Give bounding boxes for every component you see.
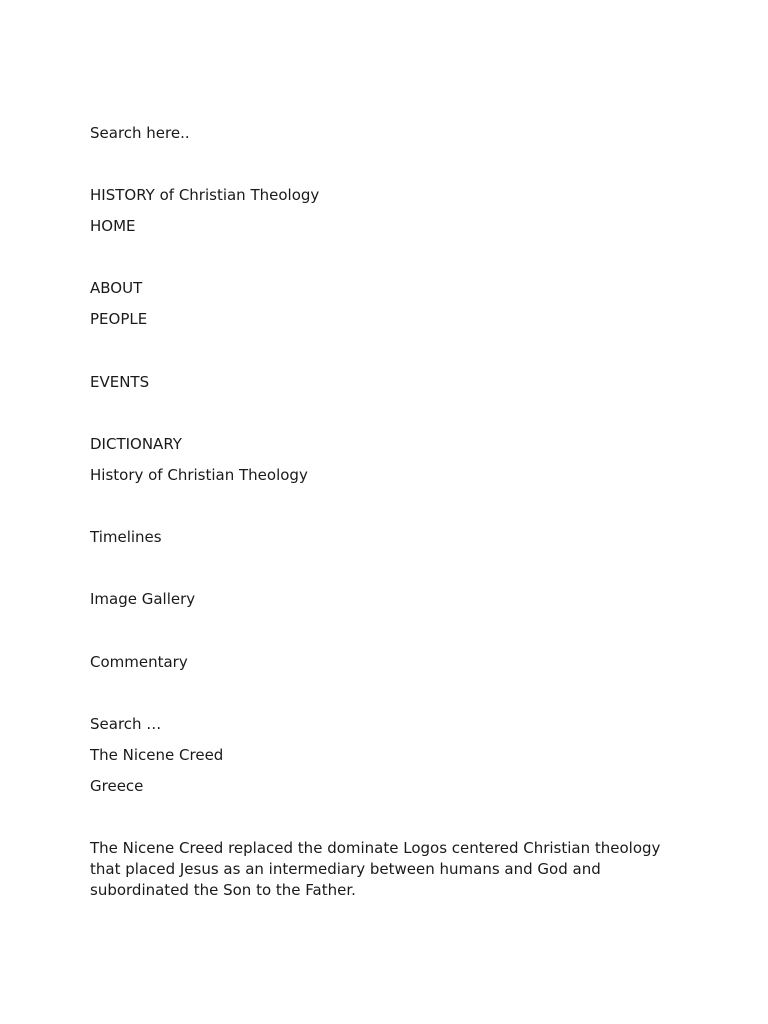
- section-link-image-gallery[interactable]: Image Gallery: [90, 590, 196, 608]
- article-location: Greece: [90, 777, 144, 795]
- nav-item-home[interactable]: HOME: [90, 217, 136, 235]
- nav-item-dictionary[interactable]: DICTIONARY: [90, 435, 182, 453]
- search-input-bottom[interactable]: Search …: [90, 715, 162, 733]
- article-title: The Nicene Creed: [90, 746, 224, 764]
- section-link-timelines[interactable]: Timelines: [90, 528, 162, 546]
- section-link-history[interactable]: History of Christian Theology: [90, 466, 308, 484]
- nav-item-people[interactable]: PEOPLE: [90, 310, 148, 328]
- search-input-top[interactable]: Search here..: [90, 124, 190, 142]
- section-link-commentary[interactable]: Commentary: [90, 653, 188, 671]
- nav-item-about[interactable]: ABOUT: [90, 279, 143, 297]
- site-title[interactable]: HISTORY of Christian Theology: [90, 186, 320, 204]
- nav-item-events[interactable]: EVENTS: [90, 373, 150, 391]
- article-body: The Nicene Creed replaced the dominate Logos centered Christian theology that placed Jesus as an intermediary between humans and God and subordinated the Son to the Father.: [90, 839, 661, 899]
